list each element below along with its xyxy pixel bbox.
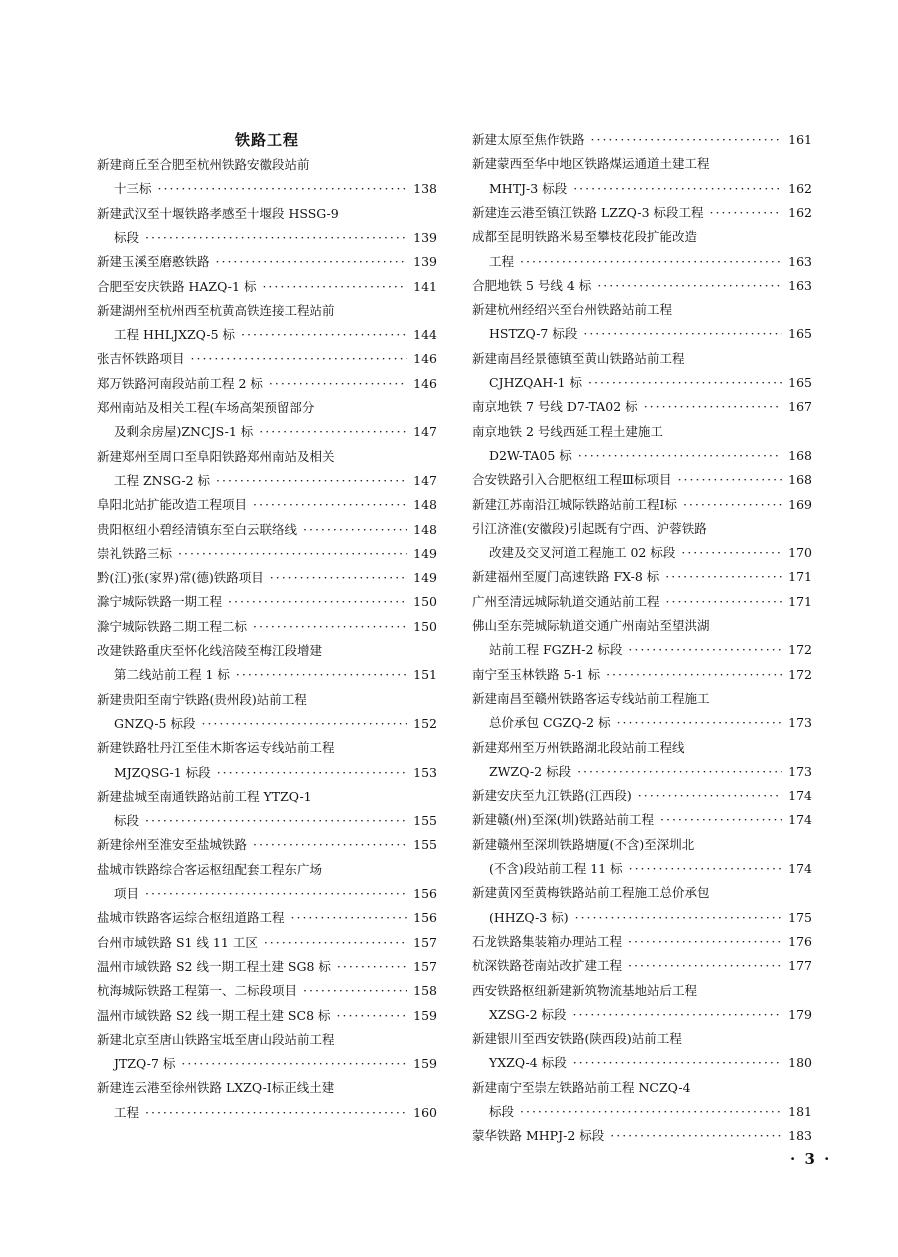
toc-page-number: 138 xyxy=(413,181,437,197)
toc-entry-title: 广州至清远城际轨道交通站前工程 xyxy=(472,593,660,609)
dot-leader xyxy=(269,372,407,396)
dot-leader xyxy=(628,638,782,662)
toc-entry-title: JTZQ-7 标 xyxy=(114,1056,176,1072)
toc-page-number: 171 xyxy=(788,593,812,609)
toc-entry-title: 新建赣(州)至深(圳)铁路站前工程 xyxy=(472,812,655,828)
toc-page-number: 173 xyxy=(788,715,812,731)
dot-leader xyxy=(583,322,782,346)
toc-entry-title: 合肥至安庆铁路 HAZQ-1 标 xyxy=(97,278,257,294)
toc-entry[interactable] xyxy=(97,688,437,712)
toc-page-number: 148 xyxy=(413,497,437,513)
toc-entry[interactable] xyxy=(472,493,812,517)
toc-page-number: 163 xyxy=(788,253,812,269)
toc-entry-continuation[interactable] xyxy=(472,1100,812,1124)
toc-entry-title: 滁宁城际铁路一期工程 xyxy=(97,594,223,610)
dot-leader xyxy=(710,201,783,225)
toc-entry[interactable] xyxy=(97,785,437,809)
dot-leader xyxy=(628,930,782,954)
dot-leader xyxy=(270,566,407,590)
toc-entry-title: 引江济淮(安徽段)引起既有宁西、沪蓉铁路 xyxy=(472,520,707,536)
toc-entry-continuation[interactable] xyxy=(472,177,812,201)
toc-entry[interactable] xyxy=(97,931,437,955)
dot-leader xyxy=(665,565,782,589)
dot-leader xyxy=(578,444,782,468)
toc-entry-title: 黔(江)张(家界)常(德)铁路项目 xyxy=(97,570,264,586)
toc-page-number: 149 xyxy=(413,570,437,586)
dot-leader xyxy=(597,274,782,298)
toc-entry-title: 新建杭州经绍兴至台州铁路站前工程 xyxy=(472,302,673,318)
toc-entry-title: 张吉怀铁路项目 xyxy=(97,351,185,367)
dot-leader xyxy=(303,518,407,542)
dot-leader xyxy=(236,663,407,687)
toc-entry[interactable] xyxy=(97,955,437,979)
toc-entry[interactable] xyxy=(97,518,437,542)
dot-leader xyxy=(575,906,783,930)
toc-page-number: 162 xyxy=(788,180,812,196)
toc-page-number: 149 xyxy=(413,545,437,561)
toc-entry-title: MHTJ-3 标段 xyxy=(489,180,568,196)
toc-entry-title: 崇礼铁路三标 xyxy=(97,545,173,561)
dot-leader xyxy=(241,323,407,347)
toc-entry[interactable] xyxy=(472,225,812,249)
toc-entry-title: 工程 ZNSG-2 标 xyxy=(114,472,211,488)
toc-entry[interactable] xyxy=(97,542,437,566)
toc-entry[interactable] xyxy=(472,808,812,832)
toc-entry-continuation[interactable] xyxy=(97,761,437,785)
page-number: · 3 · xyxy=(790,1150,832,1168)
dot-leader xyxy=(303,979,407,1003)
dot-leader xyxy=(291,906,408,930)
toc-entry[interactable] xyxy=(472,468,812,492)
toc-entry-continuation[interactable] xyxy=(472,857,812,881)
toc-entry-title: 标段 xyxy=(489,1104,515,1119)
toc-entry-title: 石龙铁路集装箱办理站工程 xyxy=(472,933,623,949)
toc-entry-title: HSTZQ-7 标段 xyxy=(489,326,578,342)
toc-entry-title: 新建盐城至南通铁路站前工程 YTZQ-1 xyxy=(97,788,312,804)
toc-entry[interactable] xyxy=(472,420,812,444)
dot-leader xyxy=(638,784,782,808)
toc-entry-title: 佛山至东莞城际轨道交通广州南站至望洪湖 xyxy=(472,618,710,633)
dot-leader xyxy=(629,857,783,881)
toc-entry[interactable] xyxy=(97,1028,437,1052)
toc-page-number: 141 xyxy=(413,278,437,294)
toc-page-number: 165 xyxy=(788,326,812,342)
toc-entry-title: 盐城市铁路客运综合枢纽道路工程 xyxy=(97,910,285,926)
toc-entry-title: 新建湖州至杭州西至杭黄高铁连接工程站前 xyxy=(97,302,335,318)
toc-entry-title: 标段 xyxy=(114,229,140,245)
toc-entry-title: 南京地铁 7 号线 D7-TA02 标 xyxy=(472,399,638,415)
toc-entry-title: 新建玉溪至磨憨铁路 xyxy=(97,254,210,270)
toc-page-number: 175 xyxy=(788,909,812,925)
toc-entry[interactable] xyxy=(97,275,437,299)
toc-page-number: 168 xyxy=(788,472,812,488)
toc-entry-continuation[interactable] xyxy=(97,177,437,201)
dot-leader xyxy=(577,760,782,784)
dot-leader xyxy=(253,833,407,857)
toc-entry-title: 杭深铁路苍南站改扩建工程 xyxy=(472,958,623,974)
toc-page-number: 155 xyxy=(413,813,437,829)
dot-leader xyxy=(216,250,408,274)
dot-leader xyxy=(573,1051,782,1075)
toc-entry[interactable] xyxy=(97,396,437,420)
toc-entry-continuation[interactable] xyxy=(97,1052,437,1076)
dot-leader xyxy=(217,761,407,785)
toc-page-number: 147 xyxy=(413,472,437,488)
toc-entry[interactable] xyxy=(97,250,437,274)
dot-leader xyxy=(228,590,407,614)
dot-leader xyxy=(610,1124,782,1148)
toc-entry-title: 合肥地铁 5 号线 4 标 xyxy=(472,277,592,293)
toc-entry[interactable] xyxy=(97,833,437,857)
toc-page-number: 174 xyxy=(788,812,812,828)
dot-leader xyxy=(660,808,782,832)
dot-leader xyxy=(145,882,407,906)
toc-entry[interactable] xyxy=(472,1124,812,1148)
toc-entry-continuation[interactable] xyxy=(97,663,437,687)
toc-entry[interactable] xyxy=(97,372,437,396)
toc-entry-title: 新建南昌经景德镇至黄山铁路站前工程 xyxy=(472,350,685,366)
toc-entry[interactable] xyxy=(472,201,812,225)
toc-entry-title: (不含)段站前工程 11 标 xyxy=(489,861,623,876)
toc-entry-title: ZWZQ-2 标段 xyxy=(489,763,572,779)
toc-page-number: 183 xyxy=(788,1128,812,1144)
toc-page-number: 173 xyxy=(788,763,812,779)
toc-page-number: 176 xyxy=(788,933,812,949)
toc-entry-title: 改建及交叉河道工程施工 02 标段 xyxy=(489,545,676,561)
toc-entry-title: 阜阳北站扩能改造工程项目 xyxy=(97,497,248,513)
toc-page-number: 155 xyxy=(413,837,437,853)
toc-entry[interactable] xyxy=(97,736,437,760)
toc-entry[interactable] xyxy=(472,395,812,419)
toc-entry-title: 工程 HHLJXZQ-5 标 xyxy=(114,327,236,343)
toc-entry-title: 改建铁路重庆至怀化线涪陵至梅江段增建 xyxy=(97,643,323,658)
toc-entry[interactable] xyxy=(97,858,437,882)
toc-entry-title: 新建福州至厦门高速铁路 FX-8 标 xyxy=(472,569,660,585)
toc-entry-title: XZSG-2 标段 xyxy=(489,1006,567,1022)
toc-entry-continuation[interactable] xyxy=(97,469,437,493)
toc-page-number: 146 xyxy=(413,375,437,391)
dot-leader xyxy=(588,371,782,395)
toc-entry-title: 南京地铁 2 号线西延工程土建施工 xyxy=(472,423,663,439)
toc-page-number: 156 xyxy=(413,910,437,926)
toc-page-number: 168 xyxy=(788,447,812,463)
toc-entry-continuation[interactable] xyxy=(472,250,812,274)
toc-entry-title: 新建连云港至徐州铁路 LXZQ-Ⅰ标正线土建 xyxy=(97,1080,335,1096)
dot-leader xyxy=(678,468,783,492)
toc-page-number: 179 xyxy=(788,1006,812,1022)
toc-entry-title: 蒙华铁路 MHPJ-2 标段 xyxy=(472,1128,605,1144)
toc-page-number: 157 xyxy=(413,958,437,974)
toc-entry-title: 新建南昌至赣州铁路客运专线站前工程施工 xyxy=(472,690,710,706)
toc-entry-title: 新建贵阳至南宁铁路(贵州段)站前工程 xyxy=(97,691,307,707)
toc-entry[interactable] xyxy=(97,906,437,930)
toc-entry-title: 总价承包 CGZQ-2 标 xyxy=(489,715,611,731)
toc-entry-title: 新建蒙西至华中地区铁路煤运通道土建工程 xyxy=(472,156,710,172)
toc-entry-title: 新建安庆至九江铁路(江西段) xyxy=(472,788,632,804)
toc-entry-title: 及剩余房屋)ZNCJS-1 标 xyxy=(114,424,254,440)
toc-page-number: 161 xyxy=(788,132,812,147)
toc-page-number: 139 xyxy=(413,254,437,270)
toc-page-number: 139 xyxy=(413,229,437,245)
toc-entry[interactable] xyxy=(472,979,812,1003)
toc-entry-title: 新建赣州至深圳铁路塘厦(不含)至深圳北 xyxy=(472,836,695,852)
toc-entry-title: 十三标 xyxy=(114,181,152,197)
toc-entry-title: (HHZQ-3 标) xyxy=(489,909,569,925)
dot-leader xyxy=(253,615,407,639)
toc-entry-title: 工程 xyxy=(489,253,515,269)
toc-entry-title: 温州市域铁路 S2 线一期工程土建 SG8 标 xyxy=(97,958,331,974)
toc-entry-title: 标段 xyxy=(114,813,140,829)
dot-leader xyxy=(573,177,782,201)
toc-entry-continuation[interactable] xyxy=(472,906,812,930)
toc-entry[interactable] xyxy=(472,298,812,322)
toc-entry-title: 新建太原至焦作铁路 xyxy=(472,132,585,147)
toc-entry-title: 新建郑州至周口至阜阳铁路郑州南站及相关 xyxy=(97,448,335,464)
toc-page-number: 165 xyxy=(788,375,812,390)
dot-leader xyxy=(617,711,783,735)
toc-entry-title: 滁宁城际铁路二期工程二标 xyxy=(97,618,248,634)
toc-entry-title: 新建北京至唐山铁路宝坻至唐山段站前工程 xyxy=(97,1031,335,1047)
toc-entry[interactable] xyxy=(472,128,812,152)
toc-entry-title: MJZQSG-1 标段 xyxy=(114,764,211,780)
dot-leader xyxy=(628,954,782,978)
toc-page-number: 147 xyxy=(413,424,437,440)
dot-leader xyxy=(201,712,407,736)
toc-entry-continuation[interactable] xyxy=(472,638,812,662)
toc-entry[interactable] xyxy=(97,615,437,639)
toc-entry-title: 西安铁路枢纽新建新筑物流基地站后工程 xyxy=(472,982,698,998)
toc-entry[interactable] xyxy=(97,566,437,590)
toc-entry[interactable] xyxy=(97,493,437,517)
toc-entry-title: 新建江苏南沿江城际铁路站前工程Ⅰ标 xyxy=(472,496,677,512)
toc-page-number: 151 xyxy=(413,667,437,683)
toc-page-number: 174 xyxy=(788,788,812,804)
toc-entry[interactable] xyxy=(97,639,437,663)
toc-page-number: 156 xyxy=(413,886,437,901)
toc-page-number: 167 xyxy=(788,399,812,415)
toc-entry-title: 盐城市铁路综合客运枢纽配套工程东广场 xyxy=(97,861,323,877)
toc-entry-title: 项目 xyxy=(114,886,140,901)
dot-leader xyxy=(145,1101,407,1125)
toc-page-number: 180 xyxy=(788,1055,812,1071)
toc-entry[interactable] xyxy=(472,347,812,371)
toc-page-number: 170 xyxy=(788,545,812,561)
toc-entry-title: 郑万铁路河南段站前工程 2 标 xyxy=(97,375,263,391)
dot-leader xyxy=(181,1052,407,1076)
dot-leader xyxy=(145,809,407,833)
toc-entry-title: 温州市域铁路 S2 线一期工程土建 SC8 标 xyxy=(97,1007,331,1023)
toc-entry-title: 工程 xyxy=(114,1104,140,1120)
toc-page-number: 146 xyxy=(413,351,437,367)
toc-entry-title: 新建南宁至崇左铁路站前工程 NCZQ-4 xyxy=(472,1079,691,1095)
toc-page-number: 177 xyxy=(788,958,812,974)
toc-entry[interactable] xyxy=(97,1004,437,1028)
toc-entry[interactable] xyxy=(472,954,812,978)
toc-page-number: 159 xyxy=(413,1007,437,1023)
toc-entry-continuation[interactable] xyxy=(472,444,812,468)
toc-entry[interactable] xyxy=(97,445,437,469)
toc-entry-title: 第二线站前工程 1 标 xyxy=(114,667,230,683)
toc-entry[interactable] xyxy=(97,1076,437,1100)
toc-entry[interactable] xyxy=(472,833,812,857)
dot-leader xyxy=(191,347,408,371)
toc-page-number: 144 xyxy=(413,327,437,343)
toc-page-number: 152 xyxy=(413,715,437,731)
dot-leader xyxy=(591,128,783,152)
toc-entry[interactable] xyxy=(472,930,812,954)
toc-page-number: 162 xyxy=(788,204,812,220)
toc-page-number: 158 xyxy=(413,983,437,999)
toc-entry-title: YXZQ-4 标段 xyxy=(489,1055,567,1071)
toc-entry[interactable] xyxy=(97,979,437,1003)
toc-entry-continuation[interactable] xyxy=(97,420,437,444)
toc-entry-continuation[interactable] xyxy=(97,882,437,906)
toc-entry[interactable] xyxy=(97,202,437,226)
toc-page-number: 148 xyxy=(413,521,437,537)
toc-entry[interactable] xyxy=(472,152,812,176)
toc-entry-title: 新建武汉至十堰铁路孝感至十堰段 HSSG-9 xyxy=(97,205,339,221)
toc-entry-title: 成都至昆明铁路米易至攀枝花段扩能改造 xyxy=(472,229,698,245)
toc-entry-title: 贵阳枢纽小碧经清镇东至白云联络线 xyxy=(97,521,298,537)
toc-page-number: 150 xyxy=(413,594,437,610)
dot-leader xyxy=(259,420,407,444)
toc-entry-continuation[interactable] xyxy=(472,711,812,735)
dot-leader xyxy=(216,469,407,493)
toc-page-number: 163 xyxy=(788,277,812,293)
toc-entry-continuation[interactable] xyxy=(97,809,437,833)
toc-entry[interactable] xyxy=(97,347,437,371)
toc-page-number: 169 xyxy=(788,496,812,512)
toc-entry[interactable] xyxy=(472,565,812,589)
toc-entry-title: D2W-TA05 标 xyxy=(489,447,572,463)
toc-page-number: 181 xyxy=(788,1104,812,1119)
toc-entry-title: GNZQ-5 标段 xyxy=(114,715,196,731)
dot-leader xyxy=(264,931,407,955)
toc-entry[interactable] xyxy=(97,153,437,177)
toc-entry-continuation[interactable] xyxy=(97,1101,437,1125)
toc-page-number: 174 xyxy=(788,861,812,876)
toc-entry-continuation[interactable] xyxy=(97,323,437,347)
toc-entry-continuation[interactable] xyxy=(472,322,812,346)
toc-page-number: 150 xyxy=(413,618,437,634)
dot-leader xyxy=(573,1003,783,1027)
dot-leader xyxy=(681,541,782,565)
toc-entry-title: 新建徐州至淮安至盐城铁路 xyxy=(97,837,248,853)
toc-entry-continuation[interactable] xyxy=(472,760,812,784)
toc-entry-continuation[interactable] xyxy=(472,1003,812,1027)
toc-entry[interactable] xyxy=(472,1076,812,1100)
toc-entry[interactable] xyxy=(472,881,812,905)
dot-leader xyxy=(644,395,782,419)
dot-leader xyxy=(666,590,783,614)
toc-entry[interactable] xyxy=(472,1027,812,1051)
toc-entry-title: 新建郑州至万州铁路湖北段站前工程线 xyxy=(472,739,685,755)
toc-entry-title: 站前工程 FGZH-2 标段 xyxy=(489,642,623,658)
dot-leader xyxy=(606,663,782,687)
toc-page-number: 159 xyxy=(413,1056,437,1072)
dot-leader xyxy=(520,250,782,274)
toc-entry[interactable] xyxy=(97,590,437,614)
toc-entry-title: 新建铁路牡丹江至佳木斯客运专线站前工程 xyxy=(97,740,335,756)
toc-entry-title: 新建银川至西安铁路(陕西段)站前工程 xyxy=(472,1031,682,1047)
dot-leader xyxy=(178,542,407,566)
toc-page-number: 157 xyxy=(413,934,437,950)
section-title: 铁路工程 xyxy=(234,131,299,149)
toc-entry[interactable] xyxy=(472,274,812,298)
toc-entry-title: CJHZQAH-1 标 xyxy=(489,375,582,390)
toc-entry-continuation[interactable] xyxy=(472,1051,812,1075)
toc-entry-title: 台州市域铁路 S1 线 11 工区 xyxy=(97,934,258,950)
toc-entry-continuation[interactable] xyxy=(472,371,812,395)
toc-entry[interactable] xyxy=(472,663,812,687)
toc-entry-continuation[interactable] xyxy=(97,712,437,736)
toc-entry-title: 新建黄冈至黄梅铁路站前工程施工总价承包 xyxy=(472,885,710,901)
toc-page-number: 153 xyxy=(413,764,437,780)
toc-entry[interactable] xyxy=(472,590,812,614)
toc-entry-title: 郑州南站及相关工程(车场高架预留部分 xyxy=(97,400,315,415)
toc-entry-continuation[interactable] xyxy=(97,226,437,250)
toc-entry-title: 新建连云港至镇江铁路 LZZQ-3 标段工程 xyxy=(472,204,704,220)
toc-entry-title: 新建商丘至合肥至杭州铁路安徽段站前 xyxy=(97,157,310,172)
dot-leader xyxy=(683,493,782,517)
toc-entry-title: 合安铁路引入合肥枢纽工程Ⅲ标项目 xyxy=(472,472,672,488)
toc-entry[interactable] xyxy=(472,687,812,711)
dot-leader xyxy=(253,493,407,517)
dot-leader xyxy=(145,226,407,250)
dot-leader xyxy=(158,177,408,201)
toc-page-number: 172 xyxy=(788,666,812,682)
toc-page-number: 160 xyxy=(413,1104,437,1120)
toc-entry[interactable] xyxy=(472,736,812,760)
toc-entry[interactable] xyxy=(472,784,812,808)
toc-entry[interactable] xyxy=(472,614,812,638)
dot-leader xyxy=(337,1004,408,1028)
toc-page-number: 172 xyxy=(788,642,812,658)
toc-entry-title: 杭海城际铁路工程第一、二标段项目 xyxy=(97,983,298,999)
toc-entry-continuation[interactable] xyxy=(472,541,812,565)
toc-entry[interactable] xyxy=(97,299,437,323)
dot-leader xyxy=(520,1100,782,1124)
toc-entry-title: 南宁至玉林铁路 5-1 标 xyxy=(472,666,601,682)
toc-page-number: 171 xyxy=(788,569,812,585)
dot-leader xyxy=(262,275,407,299)
dot-leader xyxy=(337,955,407,979)
toc-entry[interactable] xyxy=(472,517,812,541)
